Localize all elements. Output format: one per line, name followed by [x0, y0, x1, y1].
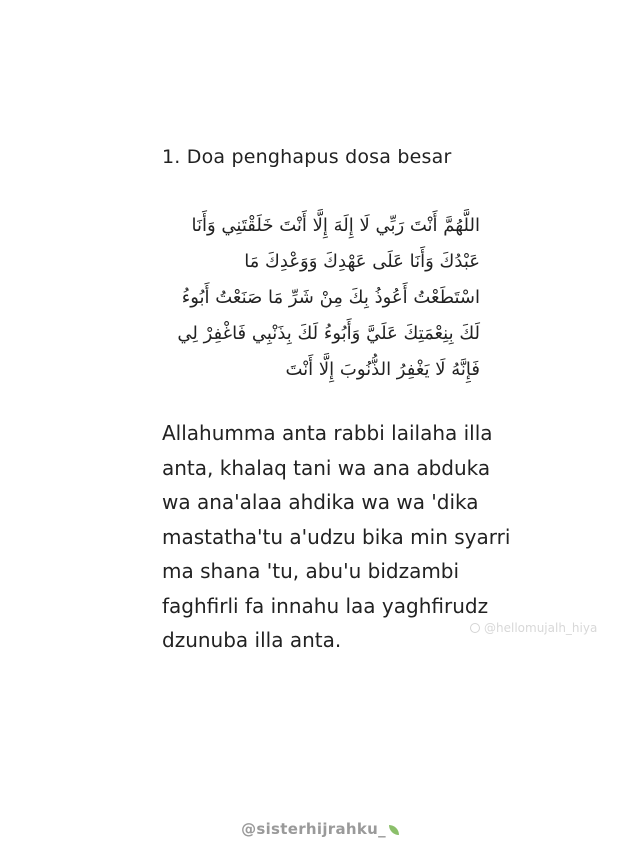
tiktok-handle: @hellomujalh_hiya: [484, 621, 598, 635]
latin-line: wa ana'alaa ahdika wa wa 'dika: [162, 490, 479, 514]
arabic-line: اسْتَطَعْتُ أَعُوذُ بِكَ مِنْ شَرِّ مَا صَنَعْتُ أَبُوءُ: [181, 287, 480, 308]
latin-line: faghfirli fa innahu laa yaghfirudz: [162, 593, 489, 618]
arabic-line: لَكَ بِنِعْمَتِكَ عَلَيَّ وَأَبُوءُ لَكَ بِذَنْبِي فَاغْفِرْ لِي: [177, 323, 480, 344]
arabic-prayer-text: [160, 208, 480, 388]
watermark-text: @sisterhijrahku_: [241, 820, 386, 838]
tiktok-watermark: [470, 621, 597, 635]
page-title: 1. Doa penghapus dosa besar: [162, 146, 452, 168]
latin-line: mastatha'tu a'udzu bika min syarri: [162, 524, 511, 549]
tiktok-icon: [470, 623, 480, 633]
latin-line: anta, khalaq tani wa ana abduka: [162, 455, 491, 480]
latin-transliteration: [162, 416, 511, 658]
arabic-line: عَبْدُكَ وَأَنَا عَلَى عَهْدِكَ وَوَعْدِكَ مَا: [244, 251, 480, 272]
arabic-line: اللَّهُمَّ أَنْتَ رَبِّي لَا إِلَهَ إِلَّا أَنْتَ خَلَقْتَنِي وَأَنَا: [191, 215, 480, 236]
latin-line: ma shana 'tu, abu'u bidzambi: [162, 559, 460, 583]
latin-line: Allahumma anta rabbi lailaha illa: [162, 421, 493, 445]
arabic-line: فَإِنَّهُ لَا يَغْفِرُ الذُّنُوبَ إِلَّا أَنْتَ: [285, 359, 480, 380]
latin-line: dzunuba illa anta.: [162, 628, 342, 652]
leaf-icon: [389, 825, 399, 835]
account-watermark: [0, 820, 640, 838]
